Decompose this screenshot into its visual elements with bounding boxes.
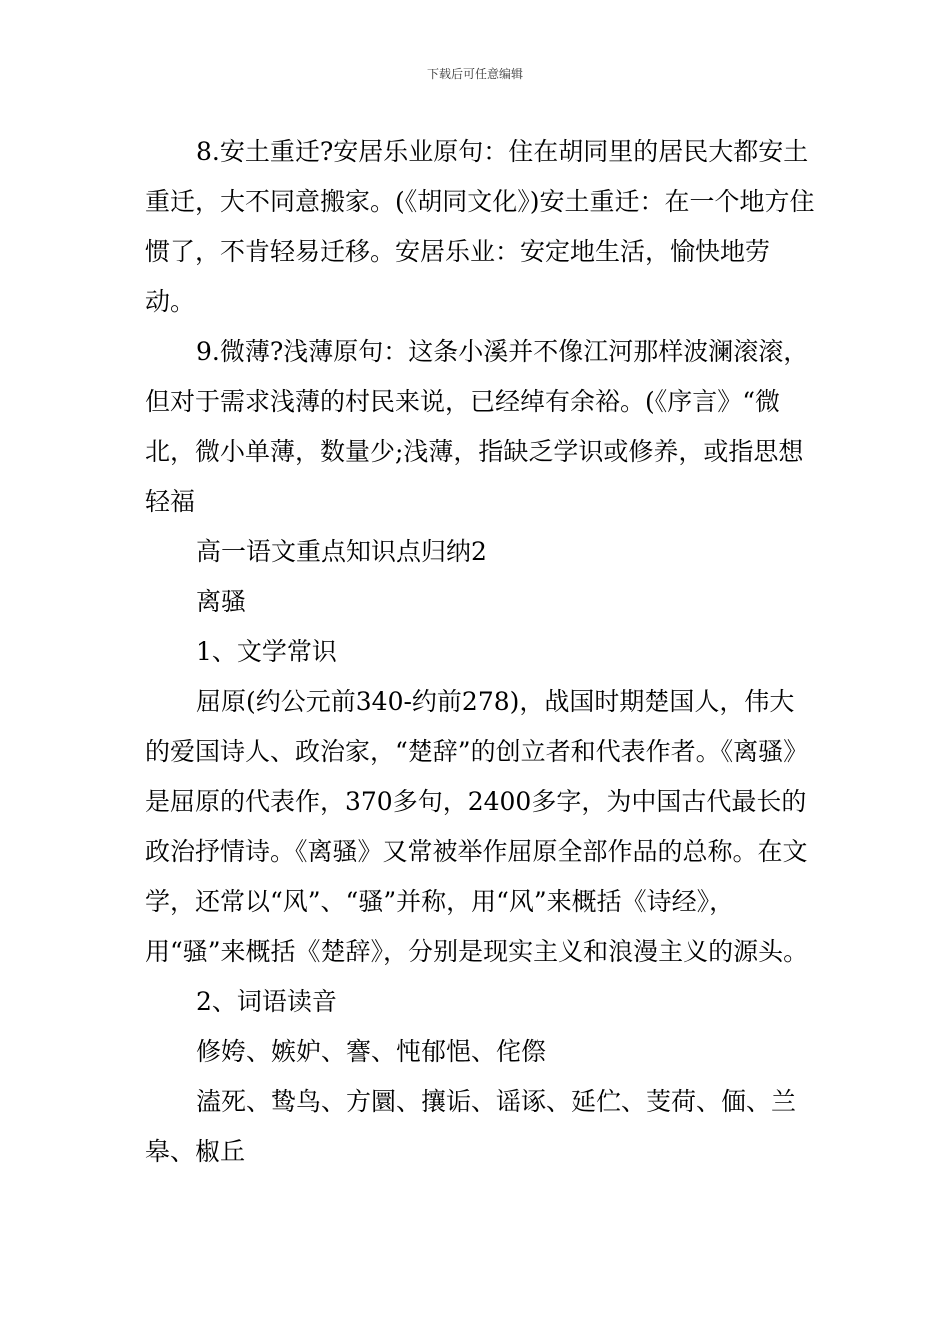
word-list-1: 修姱、嫉妒、謇、忳郁悒、侘傺 <box>196 1037 547 1066</box>
subheading-pronunciation: 2、词语读音 <box>196 987 337 1016</box>
section-title: 高一语文重点知识点归纳2 <box>196 537 487 566</box>
paragraph-item-8: 8.安土重迁?安居乐业原句：住在胡同里的居民大都安土重迁，大不同意搬家。(《胡同文化》)安土重迁：在一个地方住惯了，不肯轻易迁移。安居乐业：安定地生活，愉快地劳动。 <box>145 137 815 316</box>
word-list-2: 溘死、鸷鸟、方圜、攘诟、谣诼、延伫、芰荷、偭、兰皋、椒丘 <box>145 1087 797 1166</box>
paragraph-qu-yuan: 屈原(约公元前340-约前278)，战国时期楚国人，伟大的爱国诗人、政治家，“楚辞”的创立者和代表作者。《离骚》是屈原的代表作，370多句，2400多字，为中国古代最长的政治抒情诗。《离骚》又常被举作屈原全部作品的总称。在文学，还常以“风”、“骚”并称，用“风”来概括《诗经》，用“骚”来概括《楚辞》，分别是现实主义和浪漫主义的源头。 <box>145 687 809 966</box>
document-body <box>145 127 815 1177</box>
subsection-title: 离骚 <box>196 587 247 616</box>
paragraph-item-9: 9.微薄?浅薄原句：这条小溪并不像江河那样波澜滚滚，但对于需求浅薄的村民来说，已经绰有余裕。(《序言》“微北，微小单薄，数量少;浅薄，指缺乏学识或修养，或指思想轻福 <box>145 337 809 516</box>
subheading-literary-knowledge: 1、文学常识 <box>196 637 337 666</box>
page-header: 下载后可任意编辑 <box>426 67 523 81</box>
